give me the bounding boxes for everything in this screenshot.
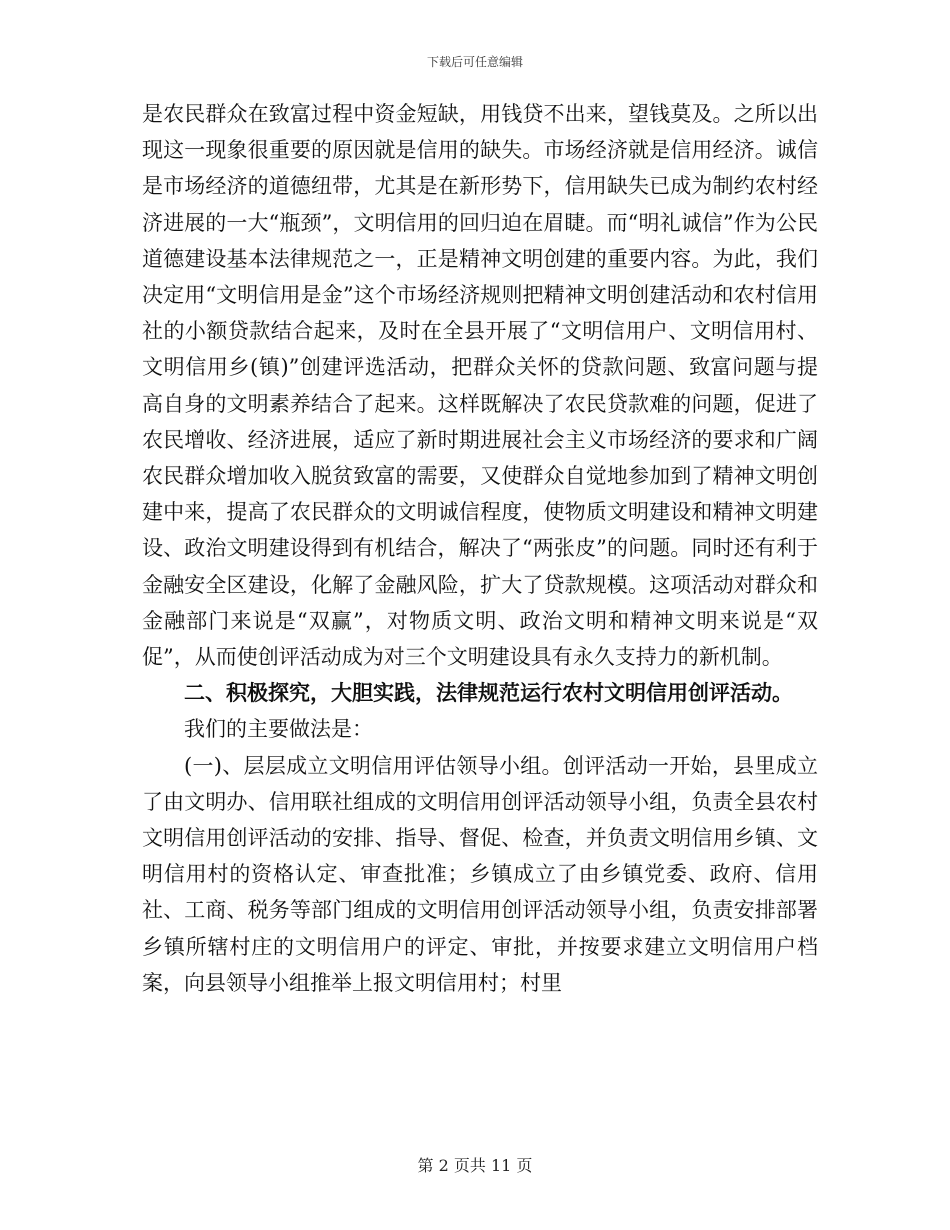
document-body: [142, 96, 818, 1001]
section-heading: 二、积极探究，大胆实践，法律规范运行农村文明信用创评活动。: [184, 680, 793, 706]
body-paragraph-intro: 我们的主要做法是：: [184, 717, 373, 742]
page-header: 下载后可任意编辑: [426, 55, 523, 69]
body-paragraph-continuation: 是农民群众在致富过程中资金短缺，用钱贷不出来，望钱莫及。之所以出现这一现象很重要的原因就是信用的缺失。市场经济就是信用经济。诚信是市场经济的道德纽带，尤其是在新形势下，信用缺失已成为制约农村经济进展的一大“瓶颈”，文明信用的回归迫在眉睫。而“明礼诚信”作为公民道德建设基本法律规范之一，正是精神文明创建的重要内容。为此，我们决定用“文明信用是金”这个市场经济规则把精神文明创建活动和农村信用社的小额贷款结合起来，及时在全县开展了“文明信用户、文明信用村、文明信用乡(镇)”创建评选活动，把群众关怀的贷款问题、致富问题与提高自身的文明素养结合了起来。这样既解决了农民贷款难的问题，促进了农民增收、经济进展，适应了新时期进展社会主义市场经济的要求和广阔农民群众增加收入脱贫致富的需要，又使群众自觉地参加到了精神文明创建中来，提高了农民群众的文明诚信程度，使物质文明建设和精神文明建设、政治文明建设得到有机结合，解决了“两张皮”的问题。同时还有利于金融安全区建设，化解了金融风险，扩大了贷款规模。这项活动对群众和金融部门来说是“双赢”，对物质文明、政治文明和精神文明来说是“双促”，从而使创评活动成为对三个文明建设具有永久支持力的新机制。: [142, 102, 818, 670]
page-number: 第 2 页共 11 页: [417, 1156, 533, 1175]
body-paragraph-item-1: (一)、层层成立文明信用评估领导小组。创评活动一开始，县里成立了由文明办、信用联社组成的文明信用创评活动领导小组，负责全县农村文明信用创评活动的安排、指导、督促、检查，并负责文明信用乡镇、文明信用村的资格认定、审查批准；乡镇成立了由乡镇党委、政府、信用社、工商、税务等部门组成的文明信用创评活动领导小组，负责安排部署乡镇所辖村庄的文明信用户的评定、审批，并按要求建立文明信用户档案，向县领导小组推举上报文明信用村；村里: [142, 753, 818, 995]
